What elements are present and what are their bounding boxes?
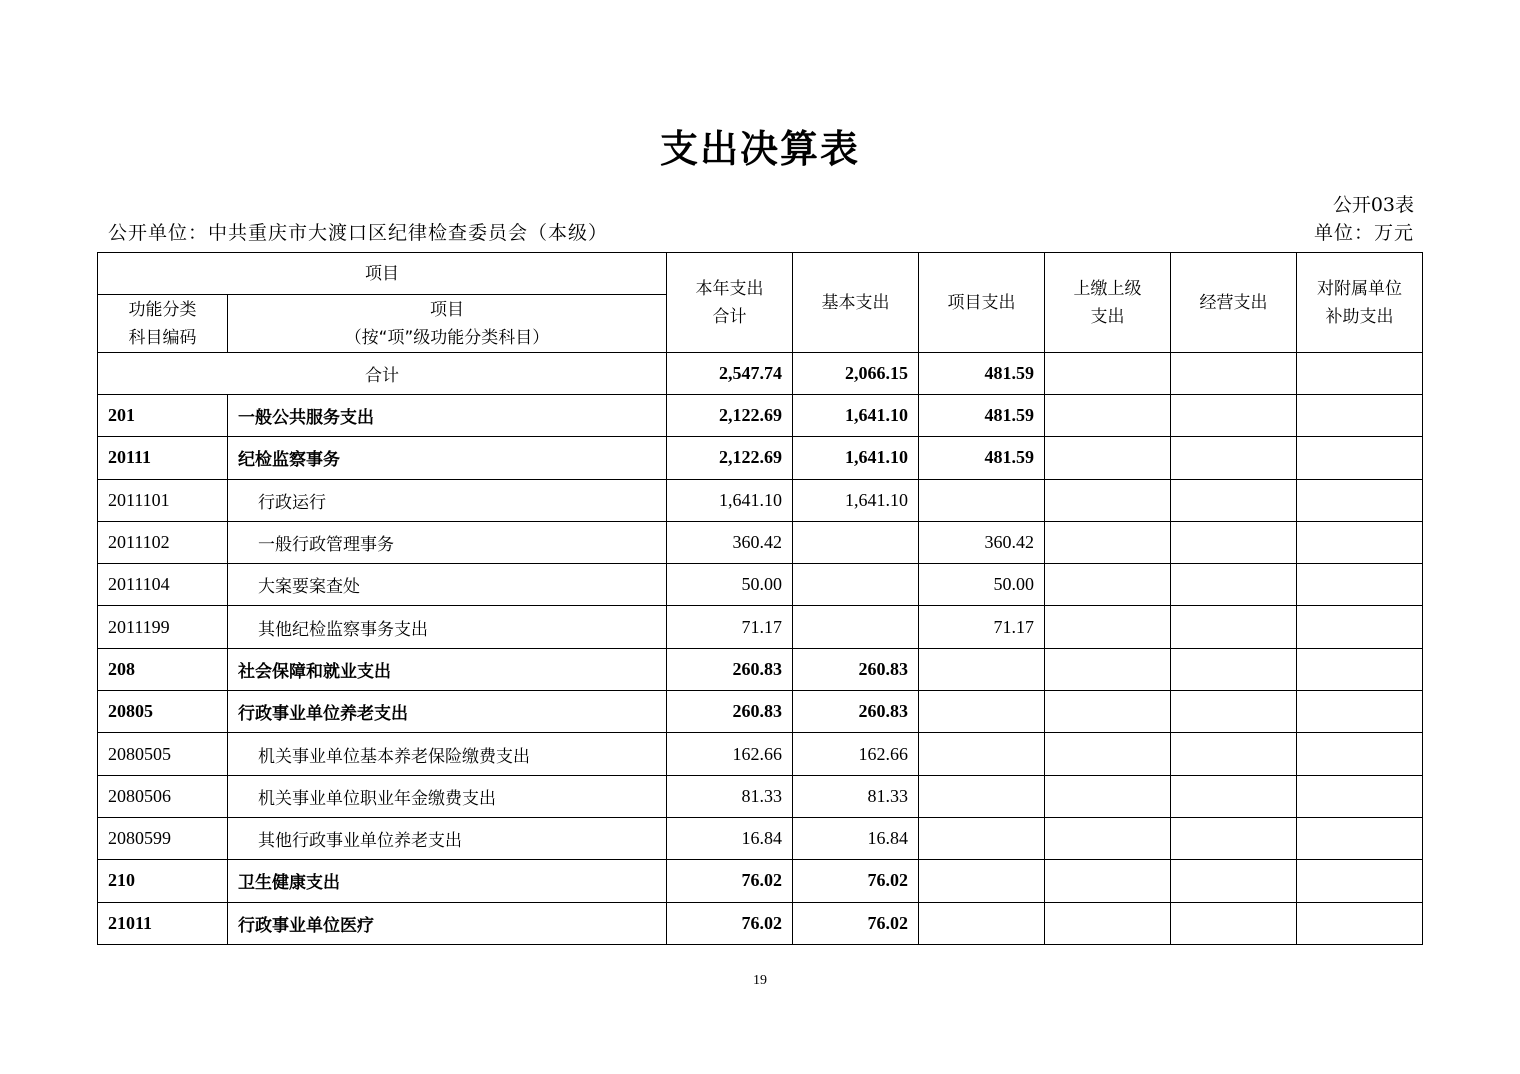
row-name: 机关事业单位基本养老保险缴费支出 [228, 733, 667, 775]
row-basic: 81.33 [793, 775, 919, 817]
row-project: 481.59 [919, 395, 1045, 437]
row-code: 2080599 [98, 817, 228, 859]
row-code: 21011 [98, 902, 228, 944]
header-name-line2: （按“项”级功能分类科目） [344, 327, 550, 348]
row-upper [1045, 437, 1171, 479]
currency-unit: 单位：万元 [1313, 222, 1414, 244]
row-subsidy [1297, 775, 1423, 817]
row-total: 81.33 [667, 775, 793, 817]
row-basic [793, 606, 919, 648]
row-total: 260.83 [667, 691, 793, 733]
row-project [919, 733, 1045, 775]
row-code: 20111 [98, 437, 228, 479]
row-upper [1045, 648, 1171, 690]
row-subsidy [1297, 395, 1423, 437]
row-project [919, 817, 1045, 859]
header-upper [1045, 253, 1171, 353]
row-code: 201 [98, 395, 228, 437]
row-upper [1045, 691, 1171, 733]
row-total: 50.00 [667, 564, 793, 606]
row-basic: 260.83 [793, 648, 919, 690]
reporting-unit: 公开单位：中共重庆市大渡口区纪律检查委员会（本级） [108, 222, 609, 244]
row-project [919, 902, 1045, 944]
row-upper [1045, 817, 1171, 859]
row-project: 360.42 [919, 521, 1045, 563]
row-code: 20805 [98, 691, 228, 733]
row-total: 71.17 [667, 606, 793, 648]
row-total: 360.42 [667, 521, 793, 563]
row-code: 2011102 [98, 521, 228, 563]
header-code-line2: 科目编码 [128, 327, 197, 348]
row-business [1171, 775, 1297, 817]
table-row [98, 479, 1423, 521]
row-upper [1045, 521, 1171, 563]
row-basic: 76.02 [793, 902, 919, 944]
table-row [98, 860, 1423, 902]
row-project: 71.17 [919, 606, 1045, 648]
row-project [919, 860, 1045, 902]
row-business [1171, 395, 1297, 437]
row-code: 2080505 [98, 733, 228, 775]
row-business [1171, 860, 1297, 902]
header-subsidy-line1: 对附属单位 [1317, 278, 1402, 299]
header-upper-line2: 支出 [1090, 306, 1125, 327]
row-subsidy [1297, 521, 1423, 563]
table-row [98, 902, 1423, 944]
row-name: 卫生健康支出 [228, 860, 667, 902]
row-name: 其他纪检监察事务支出 [228, 606, 667, 648]
row-name: 社会保障和就业支出 [228, 648, 667, 690]
row-project [919, 648, 1045, 690]
table-row [98, 437, 1423, 479]
row-project: 50.00 [919, 564, 1045, 606]
row-basic: 162.66 [793, 733, 919, 775]
row-upper [1045, 395, 1171, 437]
total-business [1171, 353, 1297, 395]
row-business [1171, 606, 1297, 648]
total-basic: 2,066.15 [793, 353, 919, 395]
row-name: 纪检监察事务 [228, 437, 667, 479]
row-project [919, 775, 1045, 817]
row-business [1171, 817, 1297, 859]
total-label: 合计 [98, 353, 667, 395]
row-business [1171, 564, 1297, 606]
row-total: 162.66 [667, 733, 793, 775]
total-subsidy [1297, 353, 1423, 395]
row-name: 机关事业单位职业年金缴费支出 [228, 775, 667, 817]
row-business [1171, 691, 1297, 733]
expenditure-table [97, 252, 1423, 945]
row-subsidy [1297, 564, 1423, 606]
row-project: 481.59 [919, 437, 1045, 479]
row-business [1171, 521, 1297, 563]
row-total: 2,122.69 [667, 395, 793, 437]
header-basic: 基本支出 [793, 253, 919, 353]
row-upper [1045, 479, 1171, 521]
header-project: 项目支出 [919, 253, 1045, 353]
row-subsidy [1297, 479, 1423, 521]
table-row [98, 648, 1423, 690]
row-name: 一般公共服务支出 [228, 395, 667, 437]
row-subsidy [1297, 902, 1423, 944]
row-subsidy [1297, 648, 1423, 690]
table-number: 公开03表 [1332, 194, 1414, 216]
row-name: 其他行政事业单位养老支出 [228, 817, 667, 859]
row-code: 210 [98, 860, 228, 902]
header-name-line1: 项目 [430, 299, 464, 320]
table-row [98, 564, 1423, 606]
row-project [919, 479, 1045, 521]
row-basic: 1,641.10 [793, 395, 919, 437]
header-upper-line1: 上缴上级 [1073, 278, 1142, 299]
row-basic: 1,641.10 [793, 479, 919, 521]
header-total-line1: 本年支出 [695, 278, 764, 299]
row-business [1171, 733, 1297, 775]
row-upper [1045, 606, 1171, 648]
row-basic [793, 564, 919, 606]
row-total: 76.02 [667, 860, 793, 902]
row-business [1171, 479, 1297, 521]
table-row [98, 817, 1423, 859]
row-code: 2011101 [98, 479, 228, 521]
header-name [228, 295, 667, 353]
row-basic: 1,641.10 [793, 437, 919, 479]
header-subsidy [1297, 253, 1423, 353]
header-total-line2: 合计 [712, 306, 747, 327]
table-row [98, 606, 1423, 648]
row-upper [1045, 775, 1171, 817]
table-row [98, 395, 1423, 437]
row-subsidy [1297, 606, 1423, 648]
row-total: 1,641.10 [667, 479, 793, 521]
row-subsidy [1297, 437, 1423, 479]
total-amount: 2,547.74 [667, 353, 793, 395]
row-code: 2011199 [98, 606, 228, 648]
page-title: 支出决算表 [659, 127, 860, 171]
header-subsidy-line2: 补助支出 [1325, 306, 1394, 327]
row-code: 208 [98, 648, 228, 690]
header-row-1 [98, 253, 1423, 295]
header-item: 项目 [98, 253, 667, 295]
row-basic: 76.02 [793, 860, 919, 902]
row-upper [1045, 733, 1171, 775]
row-total: 2,122.69 [667, 437, 793, 479]
total-upper [1045, 353, 1171, 395]
table-row [98, 691, 1423, 733]
row-subsidy [1297, 860, 1423, 902]
row-code: 2011104 [98, 564, 228, 606]
row-total: 260.83 [667, 648, 793, 690]
row-project [919, 691, 1045, 733]
header-business: 经营支出 [1171, 253, 1297, 353]
row-basic: 260.83 [793, 691, 919, 733]
row-basic [793, 521, 919, 563]
row-name: 行政事业单位医疗 [228, 902, 667, 944]
row-business [1171, 648, 1297, 690]
row-basic: 16.84 [793, 817, 919, 859]
table-row [98, 521, 1423, 563]
row-name: 行政事业单位养老支出 [228, 691, 667, 733]
total-project: 481.59 [919, 353, 1045, 395]
row-upper [1045, 564, 1171, 606]
header-total [667, 253, 793, 353]
row-total: 76.02 [667, 902, 793, 944]
row-name: 一般行政管理事务 [228, 521, 667, 563]
row-code: 2080506 [98, 775, 228, 817]
row-upper [1045, 902, 1171, 944]
row-business [1171, 437, 1297, 479]
table-row [98, 775, 1423, 817]
row-total: 16.84 [667, 817, 793, 859]
row-business [1171, 902, 1297, 944]
row-name: 大案要案查处 [228, 564, 667, 606]
row-name: 行政运行 [228, 479, 667, 521]
header-code [98, 295, 228, 353]
header-code-line1: 功能分类 [128, 299, 197, 320]
page-number: 19 [753, 973, 767, 988]
row-subsidy [1297, 691, 1423, 733]
total-row [98, 353, 1423, 395]
table-row [98, 733, 1423, 775]
row-subsidy [1297, 817, 1423, 859]
row-upper [1045, 860, 1171, 902]
row-subsidy [1297, 733, 1423, 775]
